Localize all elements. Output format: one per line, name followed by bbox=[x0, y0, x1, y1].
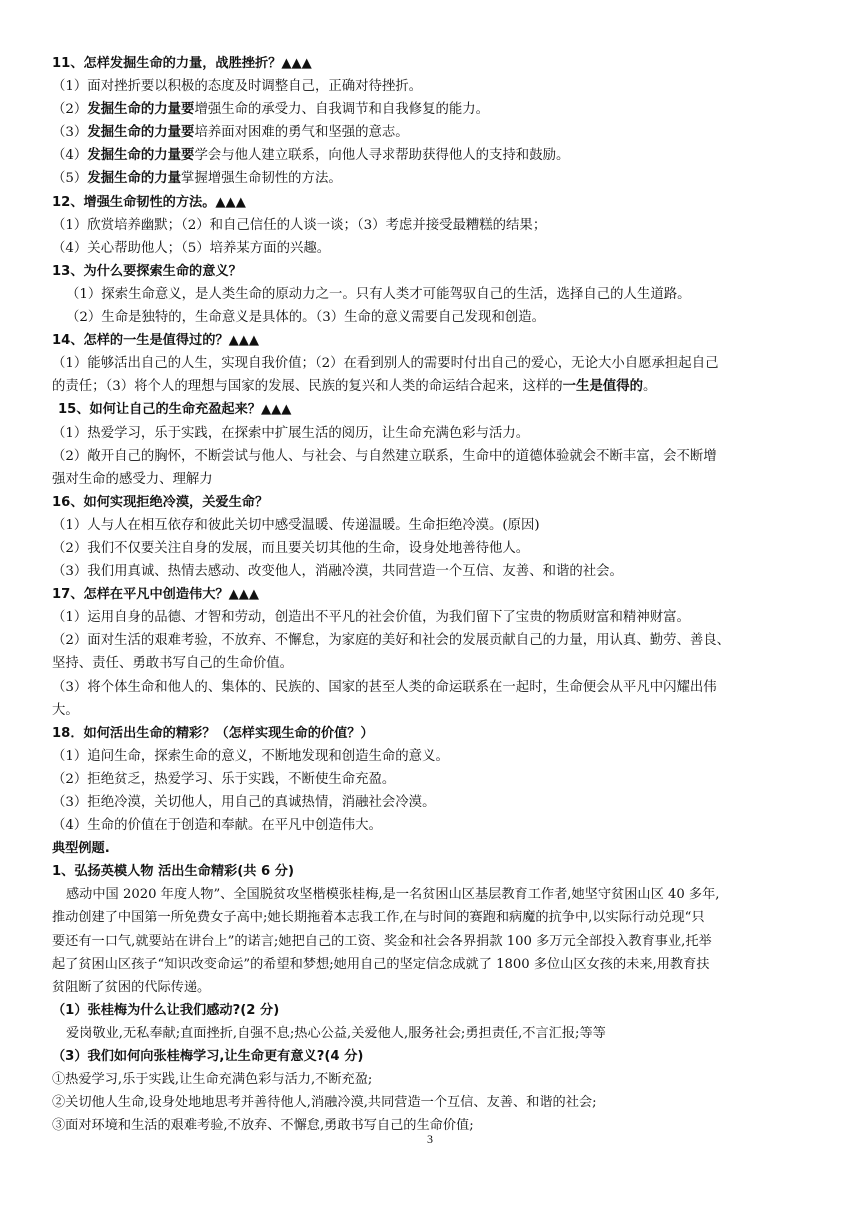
section-heading: 16、如何实现拒绝冷漠，关爱生命？ bbox=[52, 494, 269, 510]
text-line: ③面对环境和生活的艰难考验,不放弃、不懈怠,勇敢书写自己的生命价值; bbox=[52, 1118, 474, 1134]
text-line: 坚持、责任、勇敢书写自己的生命价值。 bbox=[52, 656, 294, 672]
section-heading: 典型例题. bbox=[52, 841, 110, 857]
text-line: ①热爱学习,乐于实践,让生命充满色彩与活力,不断充盈; bbox=[52, 1072, 373, 1088]
text-line bbox=[52, 98, 812, 121]
text-line: （2）面对生活的艰难考验，不放弃、不懈怠，为家庭的美好和社会的发展贡献自己的力量，用认真、勤劳、善良、 bbox=[52, 633, 731, 649]
bold-phrase: 发掘生命的力量要 bbox=[87, 148, 195, 164]
text-line: 强对生命的感受力、理解力 bbox=[52, 471, 213, 487]
text-line: 起了贫困山区孩子“知识改变命运”的希望和梦想;她用自己的坚定信念成就了 1800 多位山区女孩的未来,用教育扶 bbox=[52, 956, 710, 972]
text-line: （3）拒绝冷漠，关切他人，用自己的真诚热情，消融社会冷漠。 bbox=[52, 795, 436, 810]
section-heading: 18．如何活出生命的精彩？（怎样实现生命的价值？） bbox=[52, 725, 374, 741]
section-heading: 12、增强生命韧性的方法。▲▲▲ bbox=[52, 194, 246, 210]
text-line: 大。 bbox=[52, 702, 79, 718]
text-line: 爱岗敬业,无私奉献;直面挫折,自强不息;热心公益,关爱他人,服务社会;勇担责任,不言汇报;等等 bbox=[66, 1025, 606, 1041]
text-line: （2）我们不仅要关注自身的发展，而且要关切其他的生命，设身处地善待他人。 bbox=[52, 540, 530, 556]
text-line: （2）生命是独特的，生命意义是具体的。（3）生命的意义需要自己发现和创造。 bbox=[66, 310, 546, 326]
text-line: （1）追问生命，探索生命的意义，不断地发现和创造生命的意义。 bbox=[52, 748, 449, 764]
section-heading: 15、如何让自己的生命充盈起来？▲▲▲ bbox=[58, 402, 292, 418]
text-line bbox=[52, 121, 812, 144]
text-line: （1）能够活出自己的人生，实现自我价值；（2）在看到别人的需要时付出自己的爱心，无论大小自愿承担起自己 bbox=[52, 356, 719, 372]
text-line: 要还有一口气,就要站在讲台上”的诺言;她把自己的工资、奖金和社会各界捐款 100 多万元全部投入教育事业,托举 bbox=[52, 933, 712, 949]
text-line: （3）将个体生命和他人的、集体的、民族的、国家的甚至人类的命运联系在一起时，生命便会从平凡中闪耀出伟 bbox=[52, 679, 717, 695]
text-span: （5） bbox=[52, 171, 88, 187]
text-span: 培养面对困难的勇气和坚强的意志。 bbox=[194, 125, 409, 141]
bold-phrase: 发掘生命的力量要 bbox=[87, 125, 195, 141]
text-line: ②关切他人生命,设身处地地思考并善待他人,消融冷漠,共同营造一个互信、友善、和谐的社会; bbox=[52, 1095, 597, 1111]
text-line: （1）运用自身的品德、才智和劳动，创造出不平凡的社会价值，为我们留下了宝贵的物质财富和精神财富。 bbox=[52, 610, 690, 626]
text-line: （4）关心帮助他人；（5）培养某方面的兴趣。 bbox=[52, 240, 331, 256]
text-line: （3）我们用真诚、热情去感动、改变他人，消融冷漠，共同营造一个互信、友善、和谐的社会。 bbox=[52, 564, 623, 580]
text-span: 增强生命的承受力、自我调节和自我修复的能力。 bbox=[194, 102, 490, 118]
text-line bbox=[52, 144, 812, 167]
text-line: （2）敞开自己的胸怀，不断尝试与他人、与社会、与自然建立联系，生命中的道德体验就会不断丰富，会不断增 bbox=[52, 448, 717, 464]
text-span: 。 bbox=[643, 379, 657, 395]
bold-phrase: 一生是值得的 bbox=[562, 379, 644, 395]
section-heading: 17、怎样在平凡中创造伟大？▲▲▲ bbox=[52, 587, 260, 603]
bold-phrase: 发掘生命的力量要 bbox=[87, 102, 195, 118]
text-line: （4）生命的价值在于创造和奉献。在平凡中创造伟大。 bbox=[52, 818, 382, 834]
text-line: 感动中国 2020 年度人物”、全国脱贫攻坚楷模张桂梅,是一名贫困山区基层教育工作者,她坚守贫困山区 40 多年, bbox=[66, 887, 720, 903]
section-heading: （1）张桂梅为什么让我们感动?(2 分) bbox=[52, 1002, 280, 1018]
text-line: （1）欣赏培养幽默；（2）和自己信任的人谈一谈；（3）考虑并接受最糟糕的结果； bbox=[52, 217, 547, 233]
text-line: （1）人与人在相互依存和彼此关切中感受温暖、传递温暖。生命拒绝冷漠。(原因) bbox=[52, 517, 540, 533]
text-line: 推动创建了中国第一所免费女子高中;她长期拖着本志我工作,在与时间的赛跑和病魔的抗争中,以实际行动兑现“只 bbox=[52, 910, 705, 926]
text-span: （4） bbox=[52, 148, 88, 164]
section-heading: 1、弘扬英模人物 活出生命精彩(共 6 分) bbox=[52, 864, 294, 880]
text-span: 学会与他人建立联系，向他人寻求帮助获得他人的支持和鼓励。 bbox=[194, 148, 570, 164]
section-heading: 14、怎样的一生是值得过的？▲▲▲ bbox=[52, 333, 260, 349]
text-span: （2） bbox=[52, 102, 88, 118]
document-body bbox=[52, 52, 812, 1137]
section-heading: 13、为什么要探索生命的意义？ bbox=[52, 263, 242, 279]
page-number: 3 bbox=[427, 1132, 433, 1146]
section-heading: （3）我们如何向张桂梅学习,让生命更有意义?(4 分) bbox=[52, 1049, 364, 1065]
text-line bbox=[52, 375, 812, 398]
text-line: （2）拒绝贫乏，热爱学习、乐于实践，不断使生命充盈。 bbox=[52, 771, 396, 787]
text-span: 的责任；（3）将个人的理想与国家的发展、民族的复兴和人类的命运结合起来，这样的 bbox=[52, 379, 563, 395]
text-line bbox=[52, 167, 812, 190]
bold-phrase: 发掘生命的力量 bbox=[87, 171, 182, 187]
text-line: （1）热爱学习，乐于实践，在探索中扩展生活的阅历，让生命充满色彩与活力。 bbox=[52, 425, 530, 441]
text-line: 贫阻断了贫困的代际传递。 bbox=[52, 979, 211, 995]
text-line: （1）探索生命意义，是人类生命的原动力之一。只有人类才可能驾驭自己的生活，选择自己的人生道路。 bbox=[66, 286, 691, 302]
text-span: （3） bbox=[52, 125, 88, 141]
section-heading: 11、怎样发掘生命的力量，战胜挫折？▲▲▲ bbox=[52, 56, 312, 71]
text-span: 掌握增强生命韧性的方法。 bbox=[181, 171, 342, 187]
text-line: （1）面对挫折要以积极的态度及时调整自己，正确对待挫折。 bbox=[52, 79, 423, 95]
